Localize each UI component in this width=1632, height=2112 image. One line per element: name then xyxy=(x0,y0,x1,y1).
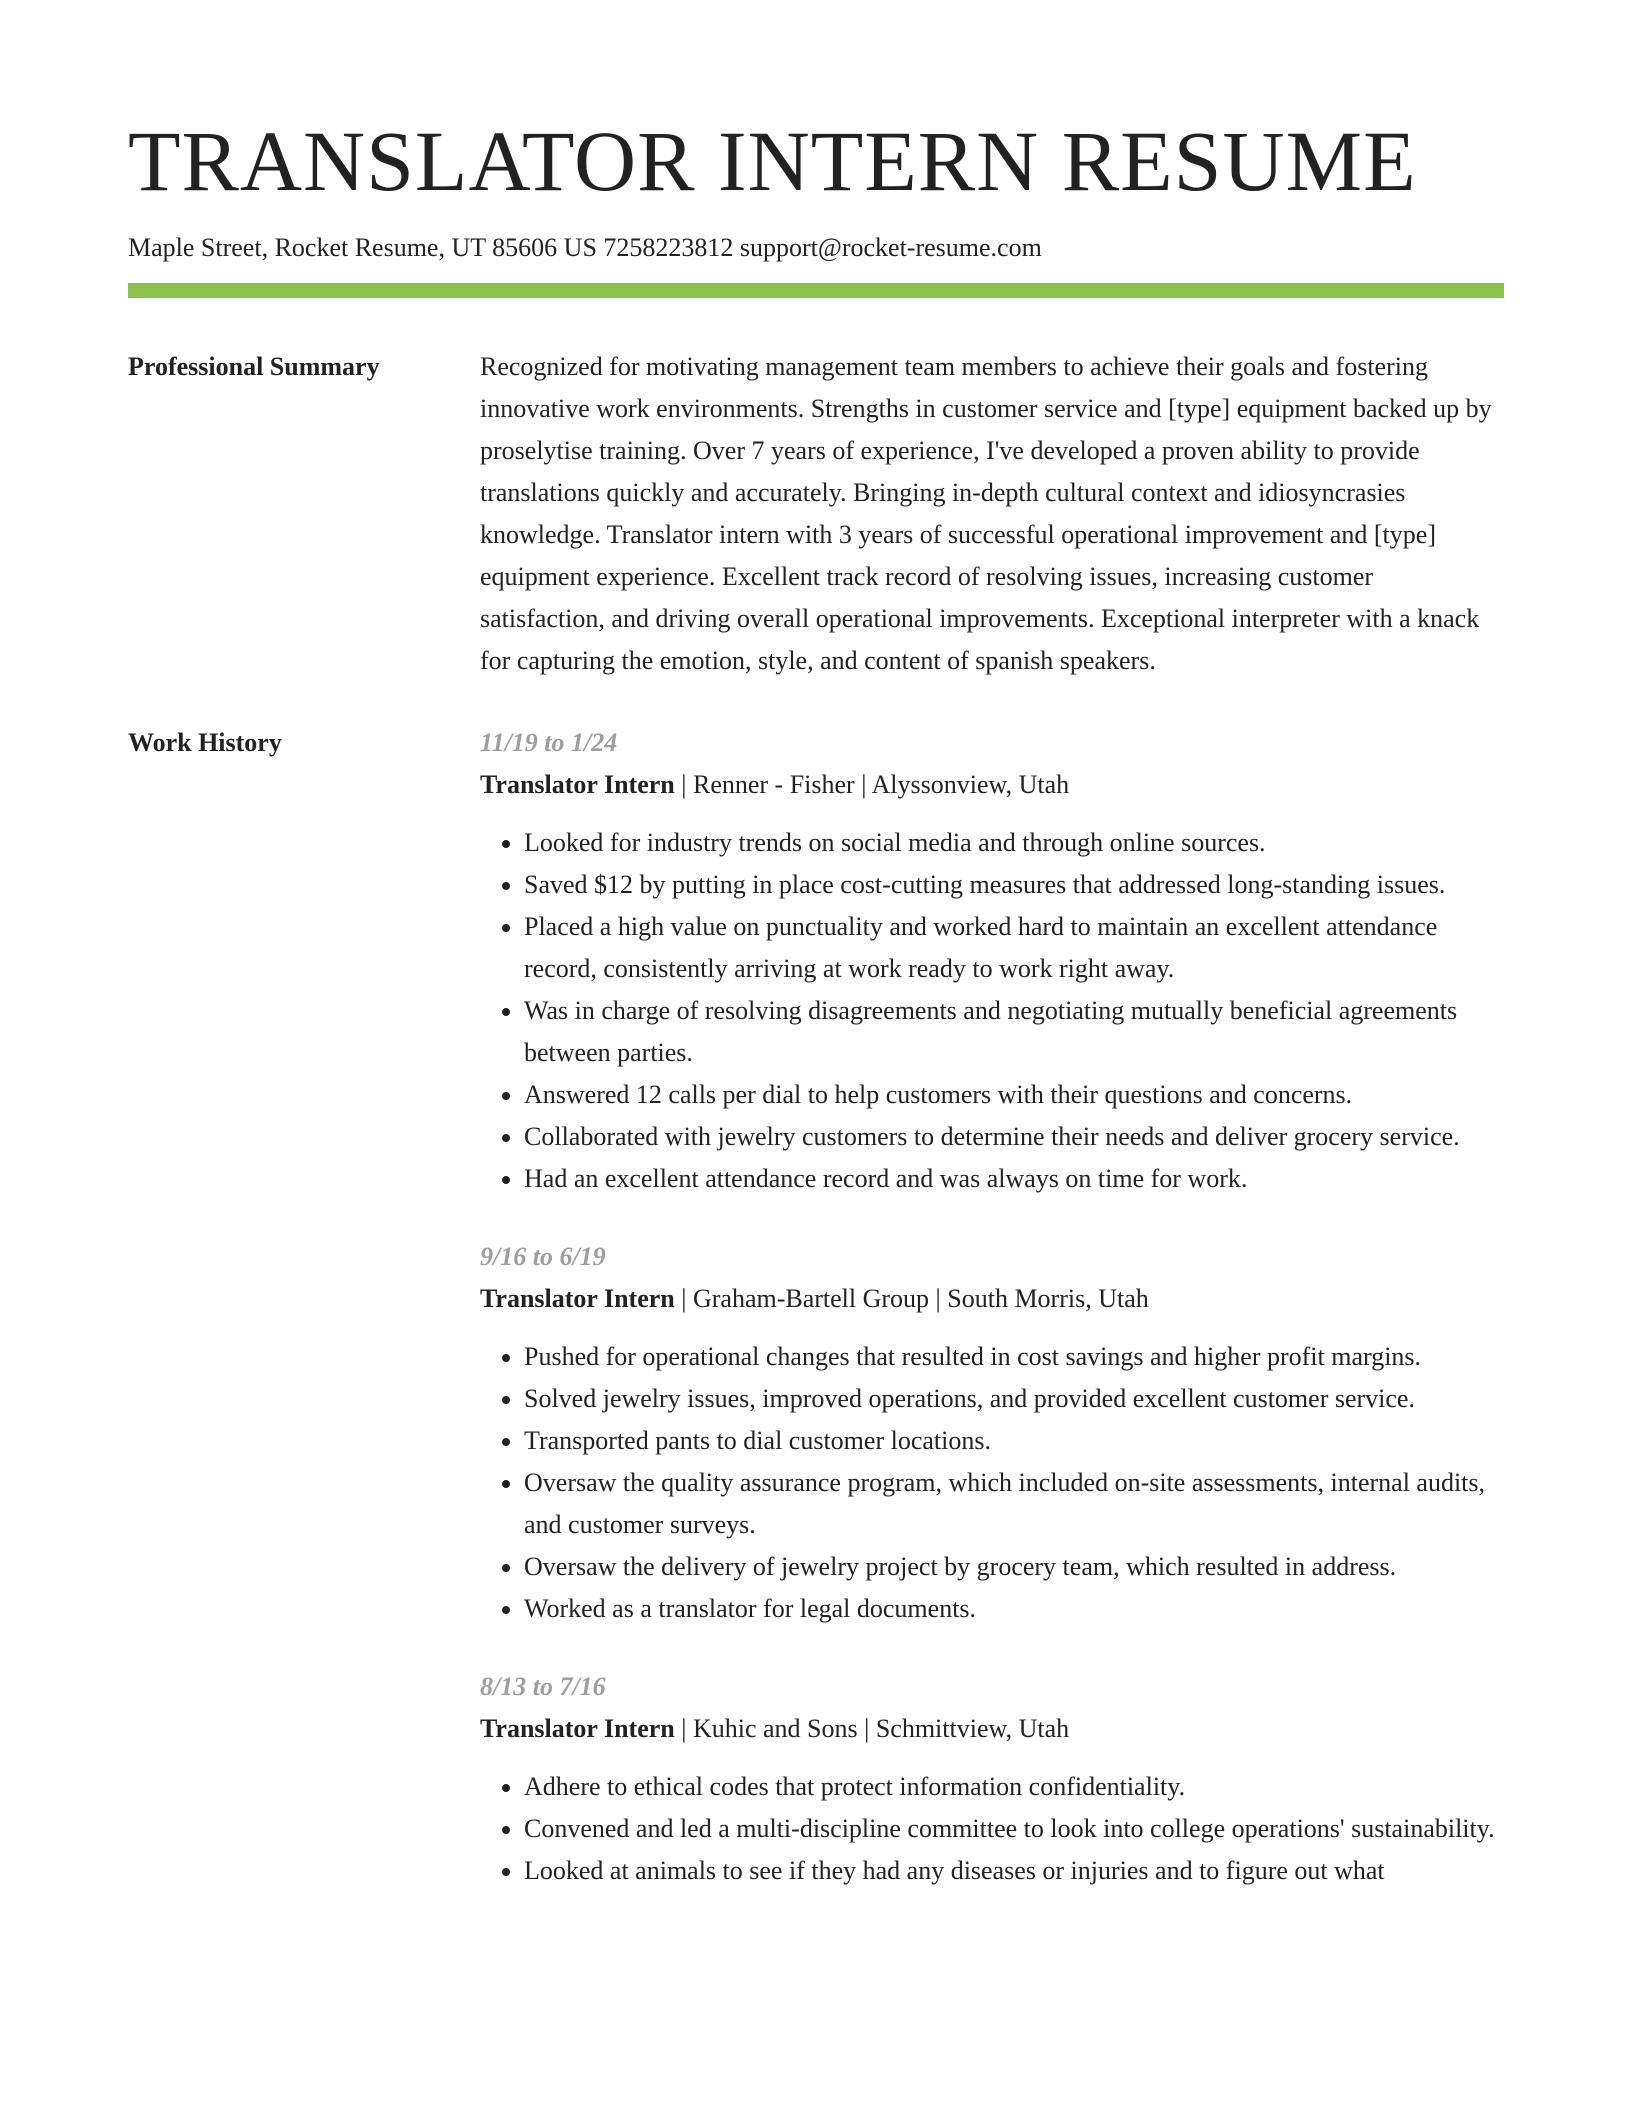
job-dates: 9/16 to 6/19 xyxy=(480,1242,606,1272)
work-history-heading: Work History xyxy=(128,728,282,758)
job-bullet: • Oversaw the delivery of jewelry project by grocery team, which resulted in address. xyxy=(524,1546,1504,1588)
professional-summary-text: Recognized for motivating management team members to achieve their goals and fostering innovative work environments. Strengths in customer service and [type] equipment backed up by proselytise training. Over 7 years of experience, I've developed a proven ability to provide translations quickly and accurately. Bringing in-depth cultural context and idiosyncrasies knowledge. Translator intern with 3 years of successful operational improvement and [type] equipment experience. Excellent track record of resolving issues, increasing customer satisfaction, and driving overall operational improvements. Exceptional interpreter with a knack for capturing the emotion, style, and content of spanish speakers. xyxy=(480,352,1492,676)
job-bullet: • Convened and led a multi-discipline committee to look into college operations' sustainability. xyxy=(524,1808,1504,1850)
job-bullet-list xyxy=(480,822,1504,1200)
header-divider xyxy=(128,283,1504,298)
job-bullet: • Oversaw the quality assurance program, which included on-site assessments, internal audits, and customer surveys. xyxy=(524,1462,1504,1546)
resume-page xyxy=(128,113,1504,1928)
job-heading xyxy=(480,764,1504,806)
job-dates: 8/13 to 7/16 xyxy=(480,1672,606,1702)
job-bullet: • Worked as a translator for legal documents. xyxy=(524,1588,1504,1630)
job-title: Translator Intern xyxy=(480,1284,675,1314)
job-bullet: • Adhere to ethical codes that protect information confidentiality. xyxy=(524,1766,1504,1808)
job-bullet: • Answered 12 calls per dial to help customers with their questions and concerns. xyxy=(524,1074,1504,1116)
job-bullet: • Transported pants to dial customer locations. xyxy=(524,1420,1504,1462)
job-company-location: | Renner - Fisher | Alyssonview, Utah xyxy=(674,770,1070,800)
job-bullet: • Placed a high value on punctuality and worked hard to maintain an excellent attendance record, consistently arriving at work ready to work right away. xyxy=(524,906,1504,990)
job-company-location: | Graham-Bartell Group | South Morris, Utah xyxy=(674,1284,1149,1314)
professional-summary-section xyxy=(128,346,1504,682)
professional-summary-body xyxy=(480,346,1504,682)
resume-title: TRANSLATOR INTERN RESUME xyxy=(128,113,1417,209)
job-dates: 11/19 to 1/24 xyxy=(480,728,618,758)
job-title: Translator Intern xyxy=(480,770,675,800)
job-entry xyxy=(480,1236,1504,1630)
work-history-body xyxy=(480,722,1504,1928)
job-bullet: • Was in charge of resolving disagreements and negotiating mutually beneficial agreements between parties. xyxy=(524,990,1504,1074)
job-heading xyxy=(480,1708,1504,1750)
job-bullet-list xyxy=(480,1766,1504,1892)
job-bullet: • Saved $12 by putting in place cost-cutting measures that addressed long-standing issues. xyxy=(524,864,1504,906)
job-company-location: | Kuhic and Sons | Schmittview, Utah xyxy=(674,1714,1070,1744)
job-bullet-list xyxy=(480,1336,1504,1630)
job-bullet: • Solved jewelry issues, improved operations, and provided excellent customer service. xyxy=(524,1378,1504,1420)
job-bullet: • Pushed for operational changes that resulted in cost savings and higher profit margins. xyxy=(524,1336,1504,1378)
job-bullet: • Looked for industry trends on social media and through online sources. xyxy=(524,822,1504,864)
work-history-section xyxy=(128,722,1504,1928)
job-title: Translator Intern xyxy=(480,1714,675,1744)
job-bullet: • Collaborated with jewelry customers to determine their needs and deliver grocery service. xyxy=(524,1116,1504,1158)
professional-summary-heading: Professional Summary xyxy=(128,352,380,382)
job-bullet: • Had an excellent attendance record and was always on time for work. xyxy=(524,1158,1504,1200)
job-bullet: • Looked at animals to see if they had any diseases or injuries and to figure out what xyxy=(524,1850,1504,1892)
job-heading xyxy=(480,1278,1504,1320)
job-entry xyxy=(480,1666,1504,1892)
contact-info: Maple Street, Rocket Resume, UT 85606 US 7258223812 support@rocket-resume.com xyxy=(128,233,1042,262)
job-entry xyxy=(480,722,1504,1200)
